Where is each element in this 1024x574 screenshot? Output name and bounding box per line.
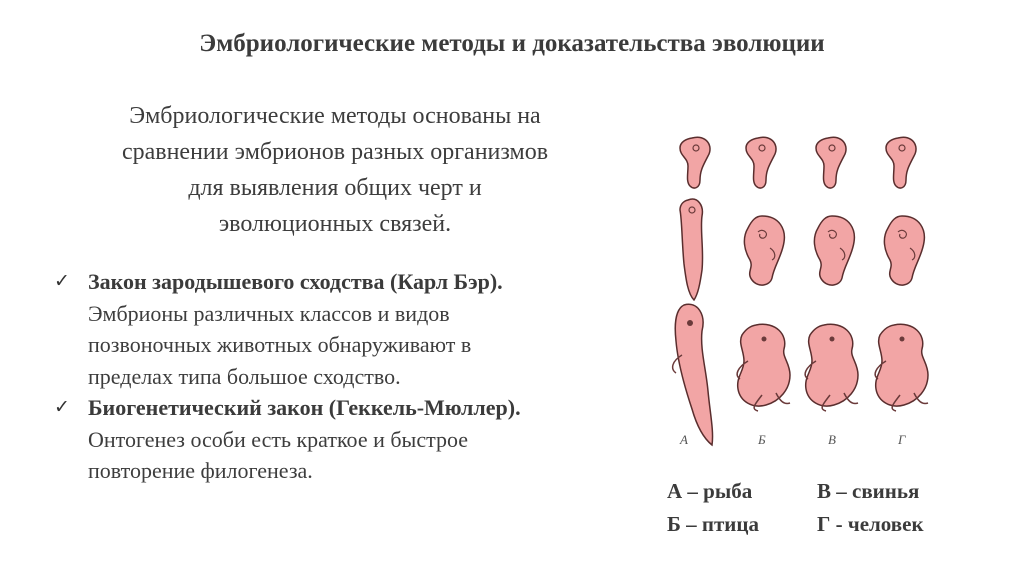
legend-item-pig: В – свинья: [817, 479, 920, 503]
laws-list: [52, 266, 652, 487]
embryo-fish-stage-2: [680, 199, 703, 300]
figure-legend: [667, 475, 967, 541]
law-text-line: повторение филогенеза.: [88, 458, 313, 483]
law-text-line: пределах типа большое сходство.: [88, 363, 401, 389]
legend-item-fish: А – рыба: [667, 479, 753, 503]
law-haeckel-muller: [52, 392, 652, 487]
column-label-a: А: [680, 432, 688, 447]
intro-line: для выявления общих черт и: [188, 175, 482, 201]
legend-item-human: Г - человек: [817, 512, 924, 536]
embryo-bird-stage-1: [746, 137, 776, 188]
law-title: Закон зародышевого сходства (Карл Бэр).: [88, 269, 503, 294]
slide-title: Эмбриологические методы и доказательства эволюции: [199, 30, 825, 57]
intro-line: эволюционных связей.: [218, 211, 452, 237]
embryo-human-stage-1: [886, 137, 916, 188]
intro-line: сравнении эмбрионов разных организмов: [121, 139, 549, 165]
intro-line: Эмбриологические методы основаны на: [129, 103, 541, 129]
check-mark-icon: ✓: [54, 396, 70, 418]
law-text-line: позвоночных животных обнаруживают в: [88, 332, 472, 357]
check-mark-icon: ✓: [54, 270, 70, 292]
embryo-human-stage-3: [875, 324, 928, 411]
legend-item-bird: Б – птица: [667, 512, 759, 536]
embryo-pig-stage-2: [814, 216, 854, 285]
embryo-bird-stage-3: [737, 324, 790, 411]
law-text-line: Онтогенез особи есть краткое и быстрое: [88, 426, 469, 452]
embryo-bird-stage-2: [744, 216, 784, 285]
embryo-human-stage-2: [884, 216, 924, 285]
law-text-line: Эмбрионы различных классов и видов: [88, 300, 450, 326]
embryo-pig-stage-1: [816, 137, 846, 188]
embryo-comparison-figure: [662, 110, 962, 460]
legend-row: [667, 475, 967, 508]
law-baer: [52, 266, 652, 392]
column-label-g: Г: [898, 432, 906, 447]
legend-row: [667, 508, 967, 541]
embryo-fish-stage-1: [680, 137, 710, 188]
column-label-v: В: [828, 432, 836, 447]
intro-paragraph: [30, 98, 640, 242]
embryo-pig-stage-3: [805, 324, 858, 411]
law-title: Биогенетический закон (Геккель-Мюллер).: [88, 395, 521, 420]
column-label-b: Б: [758, 432, 766, 447]
embryo-fish-stage-3: [673, 304, 713, 445]
